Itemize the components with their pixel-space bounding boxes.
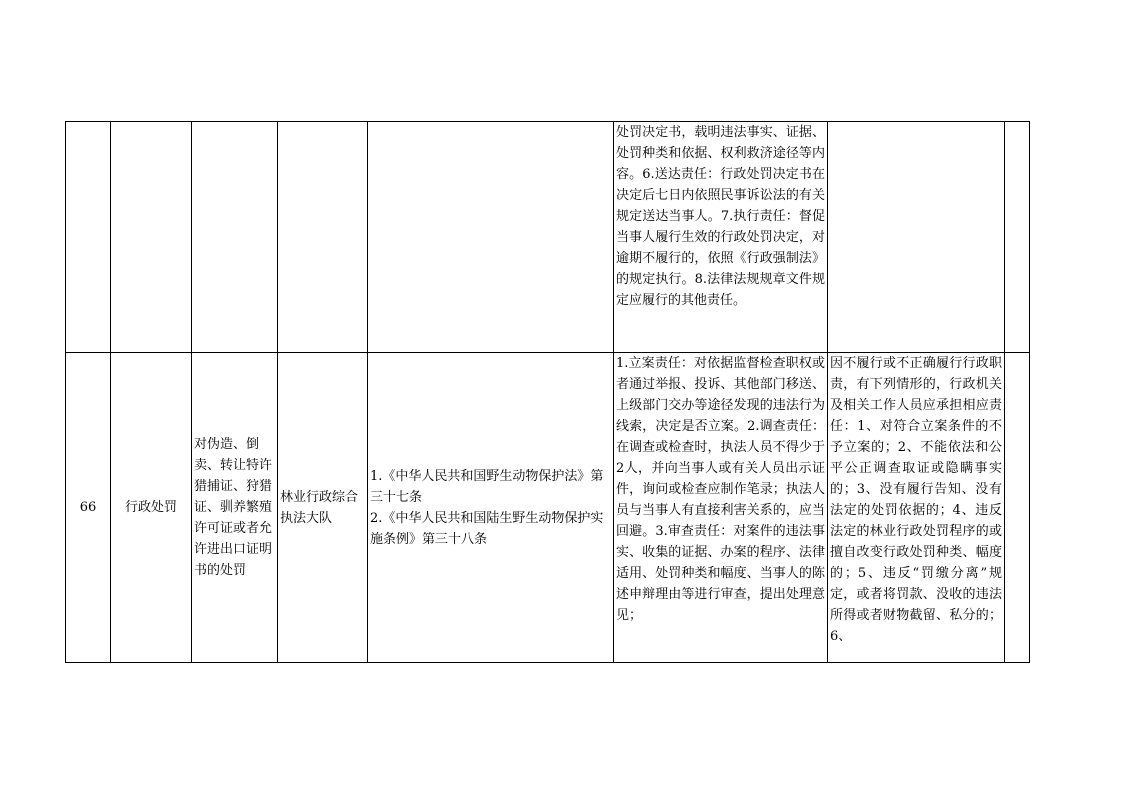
responsibility-cell: 1.立案责任：对依据监督检查职权或者通过举报、投诉、其他部门移送、上级部门交办等途径发现的违法行为线索，决定是否立案。2.调查责任：在调查或检查时，执法人员不得少于2人，并向当事人或有关人员出示证件，询问或检查应制作笔录；执法人员与当事人有直接利害关系的，应当回避。3.审查责任：对案件的违法事实、收集的证据、办案的程序、法律适用、处罚种类和幅度、当事人的陈述申辩理由等进行审查，提出处理意见；: [614, 353, 828, 663]
accountability-cell: 因不履行或不正确履行行政职责，有下列情形的，行政机关及相关工作人员应承担相应责任：1、对符合立案条件的不予立案的；2、不能依法和公平公正调查取证或隐瞒事实的；3、没有履行告知、没有法定的处罚依据的；4、违反法定的林业行政处罚程序的或擅自改变行政处罚种类、幅度的；5、违反“罚缴分离”规定，或者将罚款、没收的违法所得或者财物截留、私分的；6、: [828, 353, 1005, 663]
responsibility-cell: 处罚决定书，载明违法事实、证据、处罚种类和依据、权利救济途径等内容。6.送达责任：行政处罚决定书在决定后七日内依照民事诉讼法的有关规定送达当事人。7.执行责任：督促当事人履行生效的行政处罚决定，对逾期不履行的，依照《行政强制法》的规定执行。8.法律法规规章文件规定应履行的其他责任。: [614, 122, 828, 353]
category-cell: [111, 122, 192, 353]
table-row-continued: [66, 122, 1030, 353]
matter-name-cell: [192, 122, 278, 353]
table-row-66: [66, 353, 1030, 663]
legal-basis-cell: [368, 122, 614, 353]
accountability-cell: [828, 122, 1005, 353]
seq-cell: [66, 122, 111, 353]
matter-name-cell: 对伪造、倒卖、转让特许猎捕证、狩猎证、驯养繁殖许可证或者允许进出口证明书的处罚: [192, 353, 278, 663]
implementing-body-cell: 林业行政综合执法大队: [278, 353, 368, 663]
remark-cell: [1005, 353, 1030, 663]
legal-basis-cell: 1.《中华人民共和国野生动物保护法》第三十七条 2.《中华人民共和国陆生野生动物保护实施条例》第三十八条: [368, 353, 614, 663]
remark-cell: [1005, 122, 1030, 353]
category-cell: 行政处罚: [111, 353, 192, 663]
seq-cell: 66: [66, 353, 111, 663]
power-list-table: [65, 121, 1030, 663]
implementing-body-cell: [278, 122, 368, 353]
